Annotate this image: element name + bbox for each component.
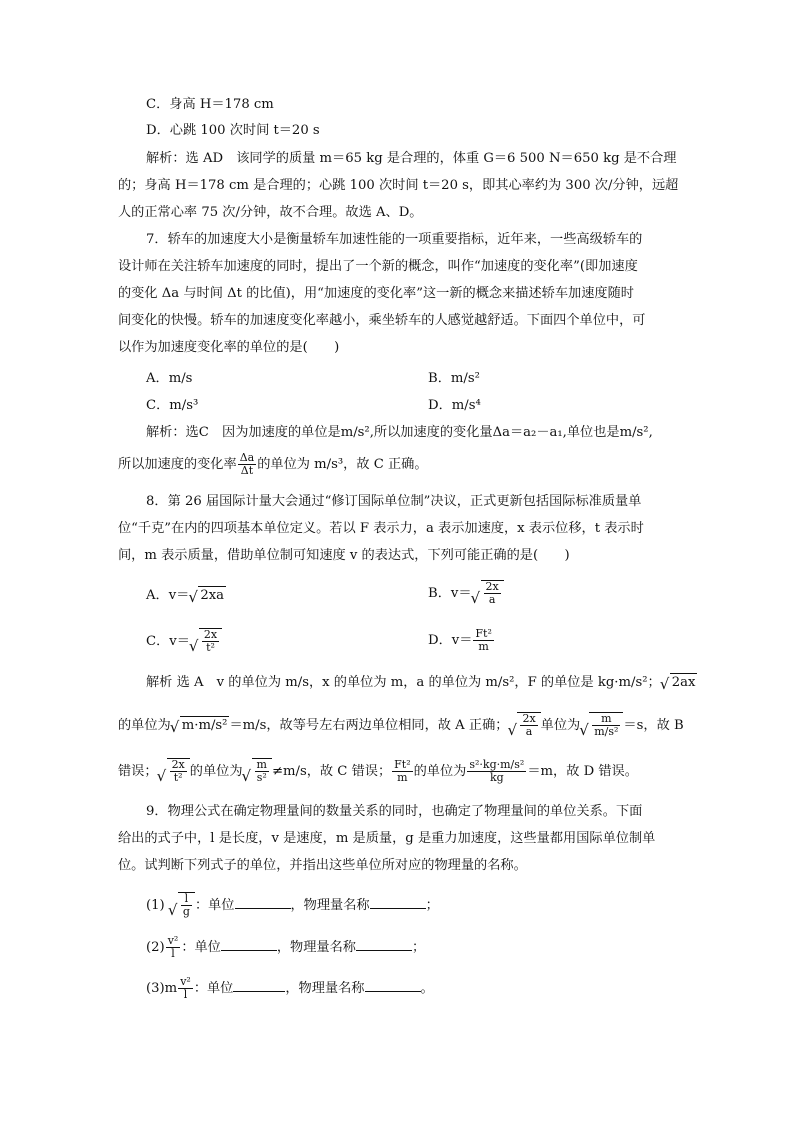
fraction xyxy=(592,713,620,738)
fraction-denominator: kg xyxy=(489,771,504,784)
q8-solution-line-3 xyxy=(118,758,638,784)
fraction-denominator: m xyxy=(478,640,489,653)
fraction-denominator: g xyxy=(182,905,190,918)
sqrt-expression xyxy=(189,586,226,605)
fraction xyxy=(166,935,181,960)
fraction-numerator: √ 2x xyxy=(171,758,185,771)
fraction xyxy=(467,759,526,784)
sqrt-expression xyxy=(243,758,272,784)
fraction xyxy=(178,976,193,1001)
fraction-numerator: √ l xyxy=(181,893,192,906)
q9-stem-line-3: 位。试判断下列式子的单位，并指出这些单位所对应的物理量的名称。 xyxy=(118,858,527,873)
q9-stem-line-2: 给出的式子中，l 是长度，v 是速度，m 是质量，g 是重力加速度，这些量都用国际单位制单 xyxy=(118,831,656,846)
fraction-denominator: l xyxy=(183,988,188,1001)
fraction-numerator: s²·kg·m/s² xyxy=(469,758,525,771)
fraction xyxy=(484,581,501,606)
answer-blank-quantity[interactable] xyxy=(365,978,421,992)
fraction xyxy=(520,713,537,738)
q6-solution-line-3: 人的正常心率 75 次/分钟，故不合理。故选 A、D。 xyxy=(118,205,423,220)
answer-blank-quantity[interactable] xyxy=(356,937,412,951)
part-text: ，物理量名称 xyxy=(285,981,365,996)
q8-option-c xyxy=(146,628,222,654)
q8-solution-text: 单位为 xyxy=(540,718,581,733)
q7-stem-line-3: 的变化 Δa 与时间 Δt 的比值)，用“加速度的变化率”这一新的概念来描述轿车加速度随时 xyxy=(118,286,634,301)
fraction-denominator: s² xyxy=(256,771,267,784)
fraction xyxy=(202,629,219,654)
option-prefix: B．v＝ xyxy=(428,586,472,601)
q8-solution-line-2 xyxy=(118,712,684,738)
fraction-numerator: v² xyxy=(180,975,191,988)
fraction-denominator: Δt xyxy=(240,464,254,477)
q9-part-3 xyxy=(146,976,434,1001)
sqrt-expression xyxy=(158,758,190,784)
q8-solution-text: ＝m，故 D 错误。 xyxy=(527,764,638,779)
fraction-denominator: t² xyxy=(173,771,183,784)
q6-option-c: C．身高 H＝178 cm xyxy=(146,97,274,112)
option-prefix: C．v＝ xyxy=(146,634,190,649)
q8-solution-text: ＝m/s，故等号左右两边单位相同，故 A 正确； xyxy=(229,718,509,733)
part-text: ； xyxy=(425,898,439,913)
q7-solution-line-1: 解析：选C 因为加速度的单位是m/s²,所以加速度的变化量Δa＝a₂－a₁,单位也是m/s², xyxy=(146,425,653,440)
radicand: 2ax xyxy=(671,675,696,690)
fraction-numerator: √ 2x xyxy=(485,580,499,593)
q7-stem-line-5: 以作为加速度变化率的单位的是( ) xyxy=(118,340,340,355)
q8-stem-line-2: 位“千克”在内的四项基本单位定义。若以 F 表示力，a 表示加速度，x 表示位移，t 表示时 xyxy=(118,521,644,536)
fraction-numerator: √ 2x xyxy=(203,628,218,641)
fraction-denominator: m/s² xyxy=(594,725,619,738)
fraction-numerator: √ m xyxy=(256,758,267,771)
q9-part-2 xyxy=(146,935,425,960)
q8-solution-text: 错误； xyxy=(118,764,158,779)
q8-solution-line-1 xyxy=(146,673,697,692)
q8-option-a xyxy=(146,586,226,605)
fraction xyxy=(392,759,412,784)
answer-blank-unit[interactable] xyxy=(233,978,285,992)
sqrt-expression xyxy=(661,673,698,692)
part-label: (2) xyxy=(146,940,165,955)
fraction-denominator: l xyxy=(171,947,175,960)
part-text: ，物理量名称 xyxy=(290,898,370,913)
q6-solution-line-2: 的；身高 H＝178 cm 是合理的；心跳 100 次时间 t＝20 s，即其心率约为 300 次/分钟，远超 xyxy=(118,178,679,193)
sqrt-expression xyxy=(190,628,222,654)
q8-solution-text: ≠m/s，故 C 错误； xyxy=(271,764,392,779)
q8-solution-text: ＝s，故 B xyxy=(623,718,684,733)
q8-stem-line-1: 8．第 26 届国际计量大会通过“修订国际单位制”决议，正式更新包括国际标准质量单 xyxy=(146,494,642,509)
q7-option-d: D．m/s⁴ xyxy=(428,398,481,413)
sqrt-expression xyxy=(508,712,540,738)
sqrt-expression xyxy=(169,892,195,918)
part-text: ：单位 xyxy=(194,898,235,913)
q8-solution-text: 的单位为 xyxy=(118,718,171,733)
fraction-numerator: Δa xyxy=(239,451,255,464)
fraction xyxy=(255,759,269,784)
option-prefix: A．v＝ xyxy=(146,588,190,603)
fraction-denominator: a xyxy=(525,725,533,738)
q6-solution-line-1: 解析：选 AD 该同学的质量 m＝65 kg 是合理的，体重 G＝6 500 N＝650 kg 是不合理 xyxy=(146,151,677,166)
part-text: ，物理量名称 xyxy=(276,940,356,955)
q7-option-a: A．m/s xyxy=(146,371,193,386)
q9-stem-line-1: 9．物理公式在确定物理量间的数量关系的同时，也确定了物理量间的单位关系。下面 xyxy=(146,804,643,819)
q8-option-d xyxy=(428,628,495,653)
part-text: ； xyxy=(412,940,426,955)
fraction-numerator: Ft² xyxy=(475,627,492,640)
q7-solution-line-2 xyxy=(118,452,428,477)
fraction-numerator: √ m xyxy=(592,713,620,726)
part-text: ：单位 xyxy=(193,981,234,996)
q8-stem-line-3: 间，m 表示质量，借助单位制可知速度 v 的表达式，下列可能正确的是( ) xyxy=(118,548,570,563)
q7-option-b: B．m/s² xyxy=(428,371,480,386)
fraction xyxy=(181,893,192,918)
q9-part-1 xyxy=(146,892,439,918)
sqrt-expression xyxy=(580,712,623,738)
radicand: 2xa xyxy=(200,588,225,603)
fraction-denominator: t² xyxy=(206,641,215,654)
answer-blank-quantity[interactable] xyxy=(370,895,426,909)
sqrt-expression xyxy=(472,580,504,606)
q8-solution-text: 的单位为 xyxy=(413,764,467,779)
q7-solution-text-b: 的单位为 m/s³，故 C 正确。 xyxy=(257,457,428,472)
q7-stem-line-2: 设计师在关注轿车加速度的同时，提出了一个新的概念，叫作“加速度的变化率”(即加速度 xyxy=(118,259,638,274)
q7-stem-line-4: 间变化的快慢。轿车的加速度变化率越小，乘坐轿车的人感觉越舒适。下面四个单位中，可 xyxy=(118,313,646,328)
q8-solution-text: 的单位为 xyxy=(189,764,243,779)
radicand: m·m/s² xyxy=(181,718,228,733)
part-text: ：单位 xyxy=(181,940,221,955)
sqrt-expression xyxy=(171,716,230,735)
q7-rate-fraction xyxy=(238,452,257,477)
q7-solution-text-a: 所以加速度的变化率 xyxy=(118,457,237,472)
part-text: 。 xyxy=(420,981,434,996)
q6-option-d: D．心跳 100 次时间 t＝20 s xyxy=(146,123,320,138)
answer-blank-unit[interactable] xyxy=(235,895,291,909)
fraction xyxy=(170,759,187,784)
q7-option-c: C．m/s³ xyxy=(146,398,199,413)
q7-stem-line-1: 7．轿车的加速度大小是衡量轿车加速性能的一项重要指标，近年来，一些高级轿车的 xyxy=(146,232,643,247)
fraction-numerator: √ 2x xyxy=(522,712,536,725)
q8-option-b xyxy=(428,580,504,606)
part-label: (3)m xyxy=(146,981,178,996)
fraction-numerator: Ft² xyxy=(394,758,411,771)
fraction xyxy=(473,628,493,653)
answer-blank-unit[interactable] xyxy=(221,937,277,951)
q8-solution-text: 解析 选 A v 的单位为 m/s，x 的单位为 m，a 的单位为 m/s²，F 的单位是 kg·m/s²； xyxy=(146,675,661,690)
part-label: (1) xyxy=(146,898,165,913)
fraction-denominator: a xyxy=(488,593,496,606)
fraction-denominator: m xyxy=(397,771,408,784)
fraction-numerator: v² xyxy=(167,934,179,947)
option-prefix: D．v＝ xyxy=(428,633,473,648)
